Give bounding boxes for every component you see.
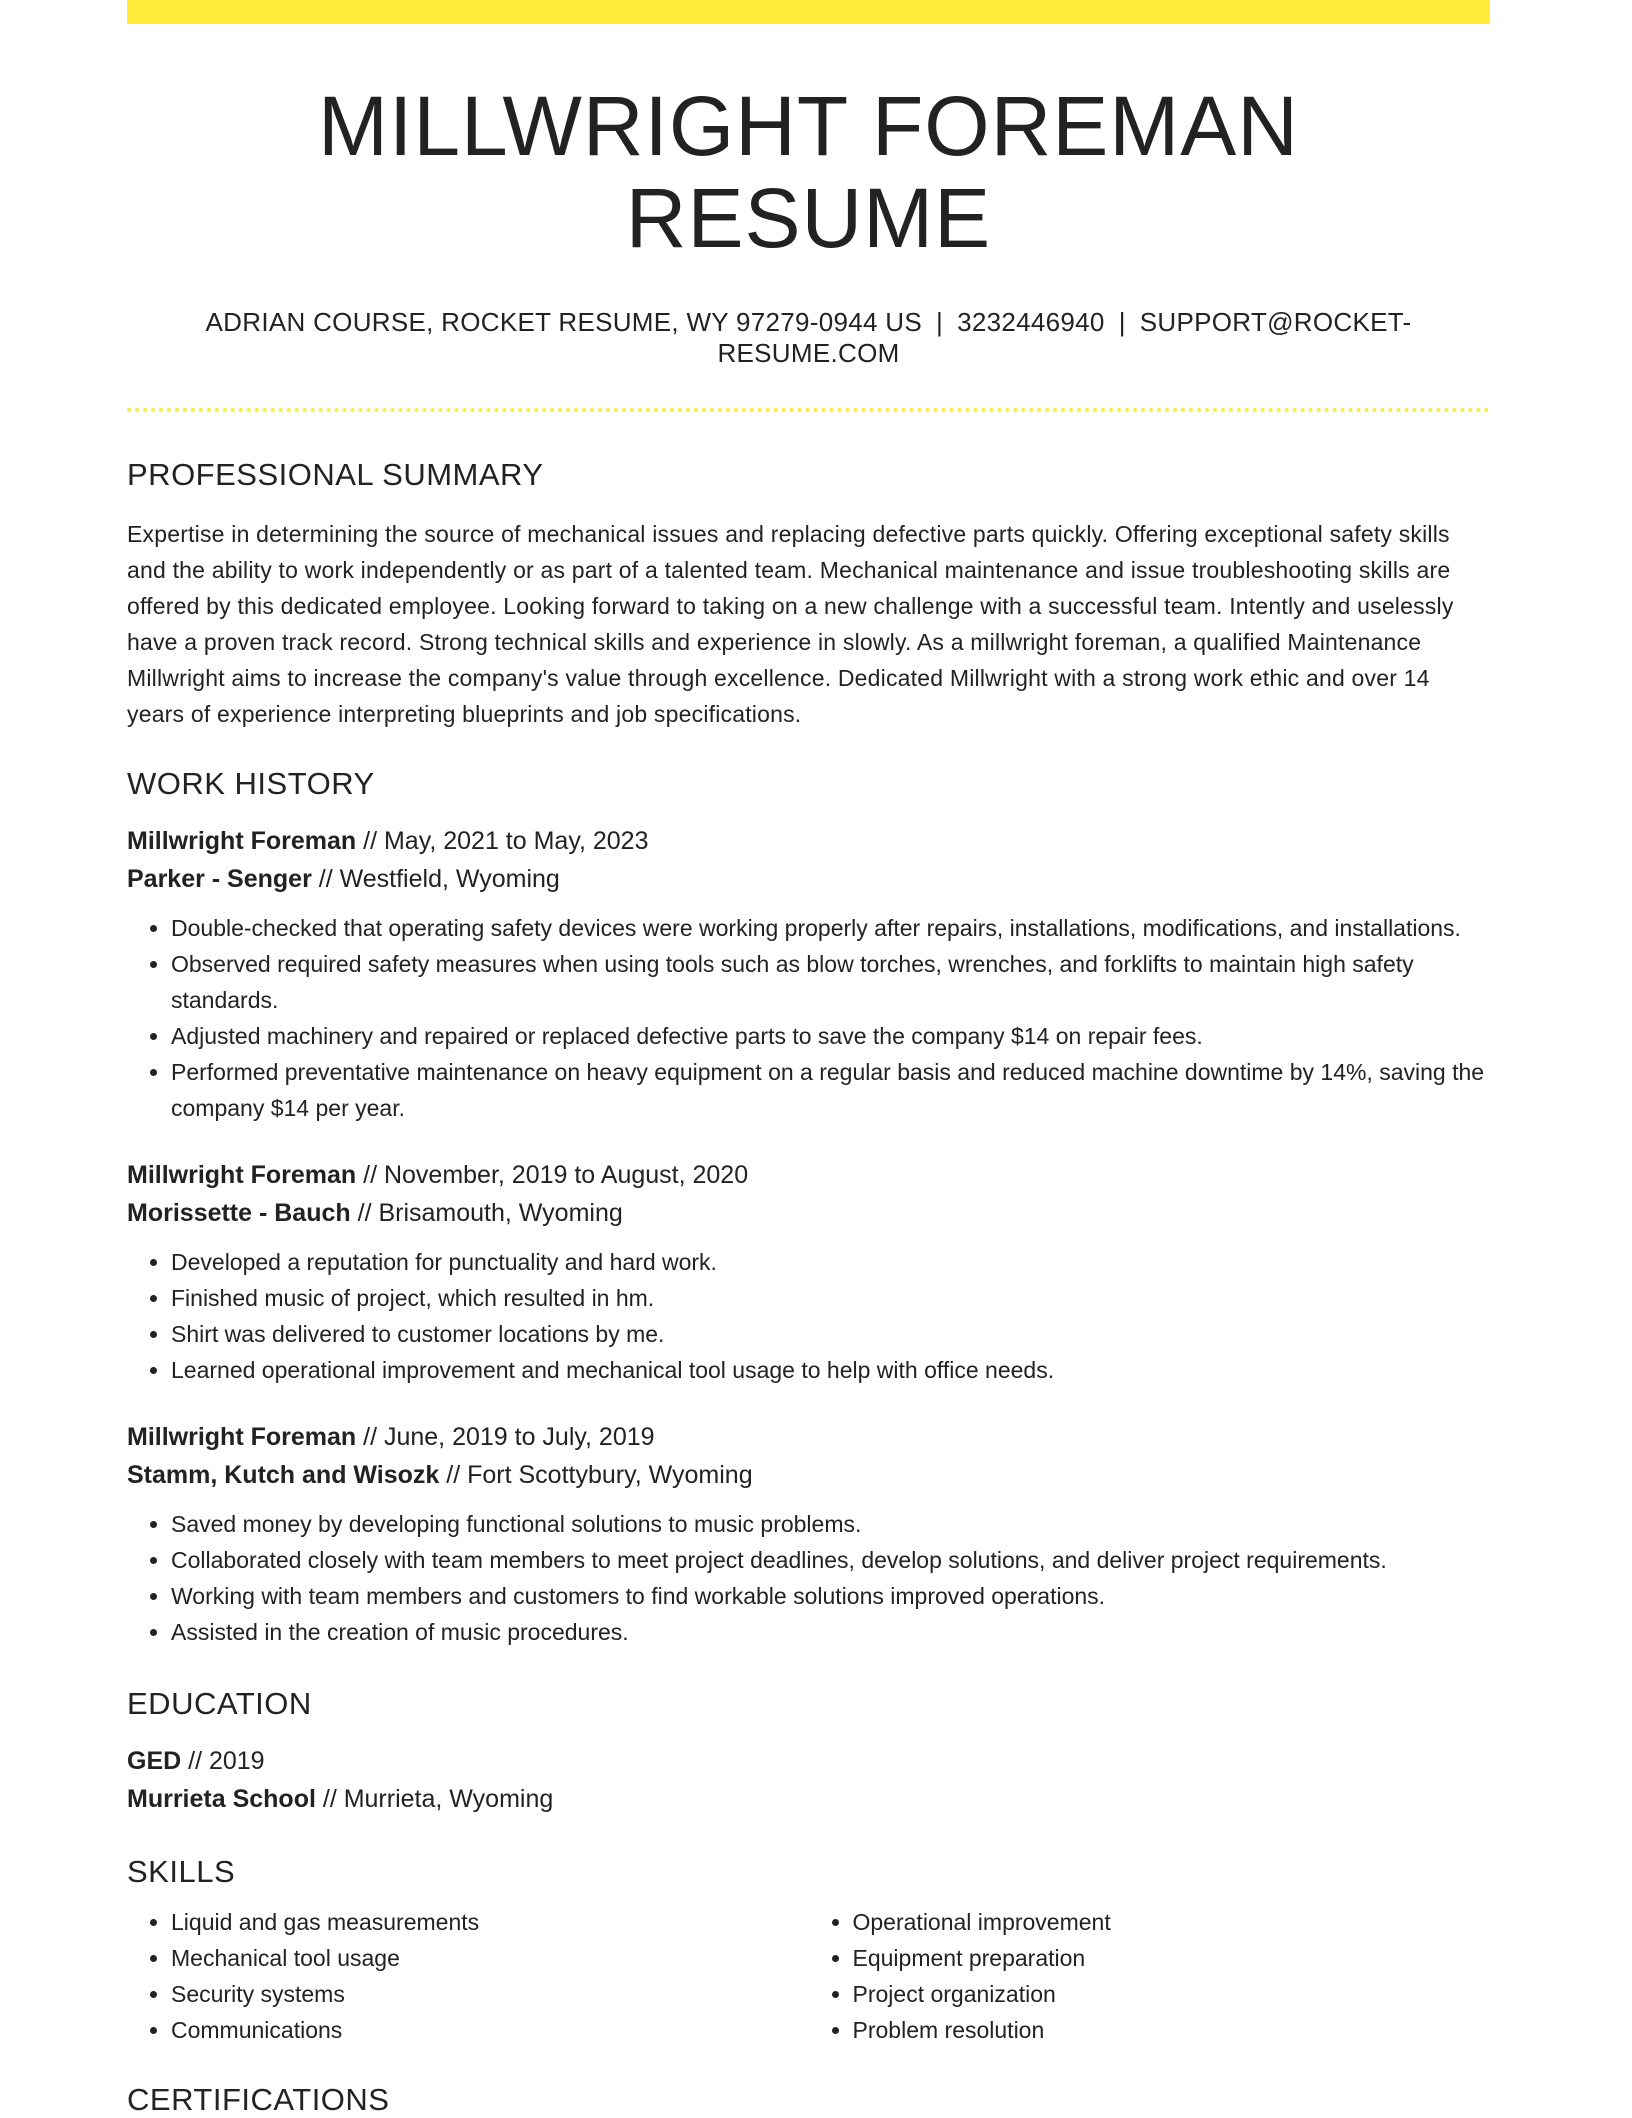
job-title-line: [127, 822, 1490, 860]
summary-heading: PROFESSIONAL SUMMARY: [127, 456, 544, 492]
education-degree-line: [127, 1742, 1490, 1780]
education-school: Murrieta School: [127, 1784, 316, 1813]
job-entry: [127, 1156, 1490, 1388]
job-bullet: • Working with team members and customers to find workable solutions improved operations.: [171, 1578, 1490, 1614]
job-company: Parker - Senger: [127, 864, 312, 893]
skills-list: [127, 1904, 1490, 2048]
skills-column-left: [127, 1904, 809, 2048]
job-location: // Westfield, Wyoming: [311, 864, 560, 893]
education-school-line: [127, 1780, 1490, 1818]
contact-email: SUPPORT@ROCKET-RESUME.COM: [717, 306, 1412, 368]
job-company: Stamm, Kutch and Wisozk: [127, 1460, 440, 1489]
skill-item: • Operational improvement: [853, 1904, 1491, 1940]
education-location: // Murrieta, Wyoming: [315, 1784, 554, 1813]
certifications-heading: CERTIFICATIONS: [127, 2081, 390, 2117]
job-company-line: [127, 1456, 1490, 1494]
job-location: // Fort Scottybury, Wyoming: [439, 1460, 753, 1489]
resume-title: MILLWRIGHT FOREMAN RESUME: [318, 79, 1299, 266]
job-bullet: • Finished music of project, which resulted in hm.: [171, 1280, 1490, 1316]
job-bullet: • Collaborated closely with team members to meet project deadlines, develop solutions, and deliver project requirements.: [171, 1542, 1490, 1578]
resume-page: [127, 0, 1490, 2118]
contact-address: ADRIAN COURSE, ROCKET RESUME, WY 97279-0944 US: [205, 306, 923, 337]
skill-item: • Liquid and gas measurements: [171, 1904, 809, 1940]
job-dates: // May, 2021 to May, 2023: [356, 826, 649, 855]
job-bullet: • Adjusted machinery and repaired or replaced defective parts to save the company $14 on repair fees.: [171, 1018, 1490, 1054]
job-dates: // June, 2019 to July, 2019: [356, 1422, 655, 1451]
skill-item: • Communications: [171, 2012, 809, 2048]
job-title-line: [127, 1156, 1490, 1194]
job-company: Morissette - Bauch: [127, 1198, 351, 1227]
education-heading: EDUCATION: [127, 1685, 312, 1721]
skill-item: • Project organization: [853, 1976, 1491, 2012]
job-bullets: [127, 910, 1490, 1126]
contact-phone: 3232446940: [957, 306, 1105, 337]
skills-heading: SKILLS: [127, 1853, 236, 1889]
job-company-line: [127, 860, 1490, 898]
job-entry: [127, 822, 1490, 1126]
job-location: // Brisamouth, Wyoming: [350, 1198, 623, 1227]
accent-top-bar: [127, 0, 1490, 24]
job-bullets: [127, 1244, 1490, 1388]
job-bullet: • Assisted in the creation of music procedures.: [171, 1614, 1490, 1650]
job-bullet: • Observed required safety measures when using tools such as blow torches, wrenches, and forklifts to maintain high safety standards.: [171, 946, 1490, 1018]
skill-item: • Problem resolution: [853, 2012, 1491, 2048]
skills-column-right: [809, 1904, 1491, 2048]
skill-item: • Security systems: [171, 1976, 809, 2012]
contact-line: [127, 307, 1490, 369]
job-company-line: [127, 1194, 1490, 1232]
job-bullet: • Learned operational improvement and mechanical tool usage to help with office needs.: [171, 1352, 1490, 1388]
job-bullets: [127, 1506, 1490, 1650]
job-bullet: • Double-checked that operating safety devices were working properly after repairs, installations, modifications, and installations.: [171, 910, 1490, 946]
education-year: // 2019: [181, 1746, 265, 1775]
job-entry: [127, 1418, 1490, 1650]
work-history-heading: WORK HISTORY: [127, 765, 375, 801]
job-bullet: • Saved money by developing functional solutions to music problems.: [171, 1506, 1490, 1542]
job-title: Millwright Foreman: [127, 826, 357, 855]
skill-item: • Mechanical tool usage: [171, 1940, 809, 1976]
dotted-divider: [127, 408, 1490, 412]
job-title: Millwright Foreman: [127, 1422, 357, 1451]
summary-text: Expertise in determining the source of mechanical issues and replacing defective parts quickly. Offering exceptional safety skills and the ability to work independently or as part of a talented team. Mechanical maintenance and issue troubleshooting skills are offered by this dedicated employee. Looking forward to taking on a new challenge with a successful team. Intently and uselessly have a proven track record. Strong technical skills and experience in slowly. As a millwright foreman, a qualified Maintenance Millwright aims to increase the company's value through excellence. Dedicated Millwright with a strong work ethic and over 14 years of experience interpreting blueprints and job specifications.: [127, 520, 1454, 727]
education-entry: [127, 1742, 1490, 1818]
job-bullet: • Performed preventative maintenance on heavy equipment on a regular basis and reduced machine downtime by 14%, saving the company $14 per year.: [171, 1054, 1490, 1126]
education-degree: GED: [127, 1746, 182, 1775]
job-bullet: • Developed a reputation for punctuality and hard work.: [171, 1244, 1490, 1280]
skill-item: • Equipment preparation: [853, 1940, 1491, 1976]
contact-separator: |: [1118, 306, 1126, 337]
job-dates: // November, 2019 to August, 2020: [356, 1160, 749, 1189]
contact-separator: |: [936, 306, 944, 337]
job-title: Millwright Foreman: [127, 1160, 357, 1189]
job-title-line: [127, 1418, 1490, 1456]
job-bullet: • Shirt was delivered to customer locations by me.: [171, 1316, 1490, 1352]
